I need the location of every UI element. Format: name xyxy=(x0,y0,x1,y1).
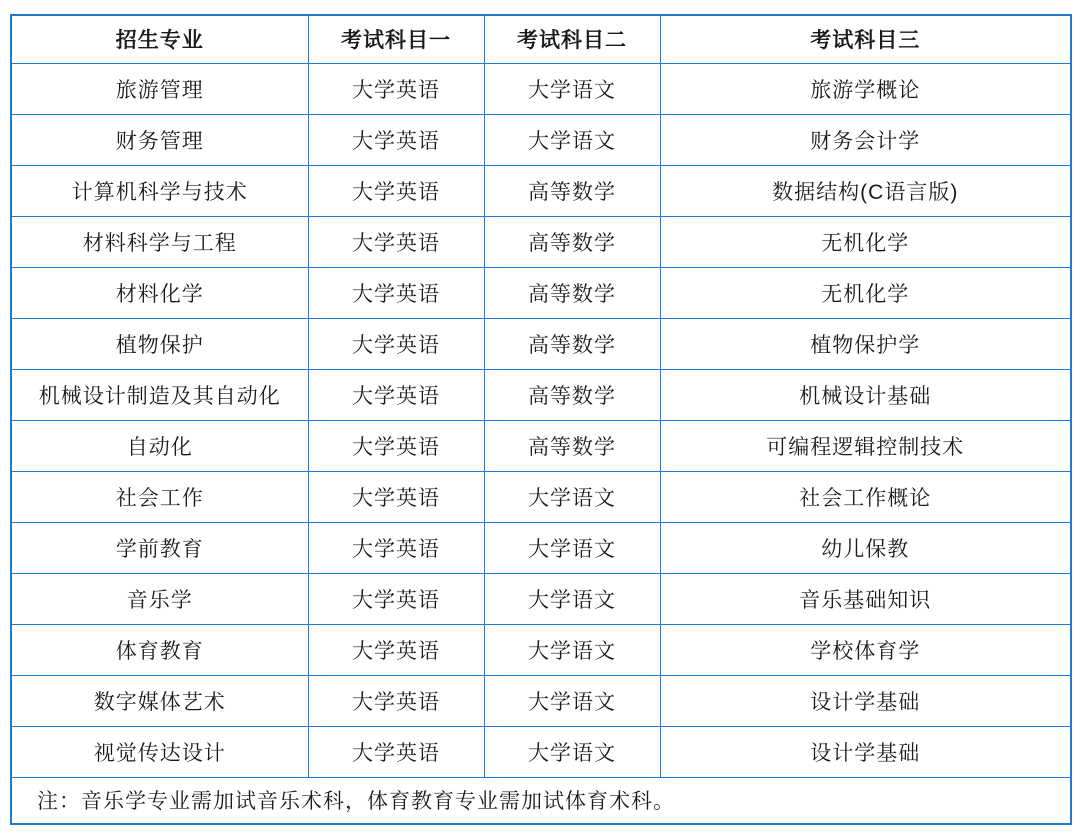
subject3-cell: 机械设计基础 xyxy=(660,369,1071,420)
table-row xyxy=(11,420,1071,471)
major-cell: 材料科学与工程 xyxy=(11,216,308,267)
major-cell: 计算机科学与技术 xyxy=(11,165,308,216)
subject2-cell: 大学语文 xyxy=(484,63,660,114)
major-cell: 音乐学 xyxy=(11,573,308,624)
subject3-cell: 设计学基础 xyxy=(660,726,1071,777)
subject1-cell: 大学英语 xyxy=(308,675,484,726)
major-cell: 社会工作 xyxy=(11,471,308,522)
header-subject-3: 考试科目三 xyxy=(660,15,1071,63)
subject2-cell: 高等数学 xyxy=(484,369,660,420)
table-row xyxy=(11,675,1071,726)
subject1-cell: 大学英语 xyxy=(308,114,484,165)
subject2-cell: 大学语文 xyxy=(484,471,660,522)
subject3-cell: 可编程逻辑控制技术 xyxy=(660,420,1071,471)
header-major: 招生专业 xyxy=(11,15,308,63)
subject3-cell: 音乐基础知识 xyxy=(660,573,1071,624)
subject1-cell: 大学英语 xyxy=(308,369,484,420)
subject2-cell: 高等数学 xyxy=(484,165,660,216)
major-cell: 数字媒体艺术 xyxy=(11,675,308,726)
subject2-cell: 大学语文 xyxy=(484,624,660,675)
subject3-cell: 无机化学 xyxy=(660,216,1071,267)
table-row xyxy=(11,318,1071,369)
header-row xyxy=(11,15,1071,63)
table-row xyxy=(11,114,1071,165)
major-cell: 视觉传达设计 xyxy=(11,726,308,777)
major-cell: 材料化学 xyxy=(11,267,308,318)
subject2-cell: 高等数学 xyxy=(484,267,660,318)
table-row xyxy=(11,624,1071,675)
subject2-cell: 高等数学 xyxy=(484,318,660,369)
subject3-cell: 设计学基础 xyxy=(660,675,1071,726)
subject3-cell: 学校体育学 xyxy=(660,624,1071,675)
major-cell: 学前教育 xyxy=(11,522,308,573)
subject1-cell: 大学英语 xyxy=(308,318,484,369)
subject2-cell: 大学语文 xyxy=(484,573,660,624)
subject1-cell: 大学英语 xyxy=(308,624,484,675)
major-cell: 旅游管理 xyxy=(11,63,308,114)
table-row xyxy=(11,522,1071,573)
subject3-cell: 社会工作概论 xyxy=(660,471,1071,522)
table-row xyxy=(11,471,1071,522)
subject2-cell: 大学语文 xyxy=(484,726,660,777)
subject3-cell: 无机化学 xyxy=(660,267,1071,318)
table-row xyxy=(11,369,1071,420)
exam-subjects-table xyxy=(10,14,1072,825)
major-cell: 财务管理 xyxy=(11,114,308,165)
subject3-cell: 财务会计学 xyxy=(660,114,1071,165)
major-cell: 体育教育 xyxy=(11,624,308,675)
header-subject-2: 考试科目二 xyxy=(484,15,660,63)
subject1-cell: 大学英语 xyxy=(308,216,484,267)
subject3-cell: 数据结构(C语言版) xyxy=(660,165,1071,216)
subject2-cell: 大学语文 xyxy=(484,675,660,726)
note-row xyxy=(11,777,1071,824)
note-cell: 注：音乐学专业需加试音乐术科，体育教育专业需加试体育术科。 xyxy=(11,777,1071,824)
subject3-cell: 幼儿保教 xyxy=(660,522,1071,573)
header-subject-1: 考试科目一 xyxy=(308,15,484,63)
subject3-cell: 植物保护学 xyxy=(660,318,1071,369)
subject1-cell: 大学英语 xyxy=(308,267,484,318)
table-row xyxy=(11,573,1071,624)
table-row xyxy=(11,267,1071,318)
subject2-cell: 大学语文 xyxy=(484,114,660,165)
major-cell: 机械设计制造及其自动化 xyxy=(11,369,308,420)
subject3-cell: 旅游学概论 xyxy=(660,63,1071,114)
table-row xyxy=(11,726,1071,777)
subject1-cell: 大学英语 xyxy=(308,573,484,624)
major-cell: 植物保护 xyxy=(11,318,308,369)
table-body xyxy=(11,63,1071,777)
subject1-cell: 大学英语 xyxy=(308,471,484,522)
subject2-cell: 大学语文 xyxy=(484,522,660,573)
major-cell: 自动化 xyxy=(11,420,308,471)
subject1-cell: 大学英语 xyxy=(308,63,484,114)
subject2-cell: 高等数学 xyxy=(484,420,660,471)
table-row xyxy=(11,63,1071,114)
table-row xyxy=(11,216,1071,267)
subject1-cell: 大学英语 xyxy=(308,726,484,777)
subject1-cell: 大学英语 xyxy=(308,165,484,216)
subject1-cell: 大学英语 xyxy=(308,522,484,573)
subject2-cell: 高等数学 xyxy=(484,216,660,267)
table-row xyxy=(11,165,1071,216)
subject1-cell: 大学英语 xyxy=(308,420,484,471)
